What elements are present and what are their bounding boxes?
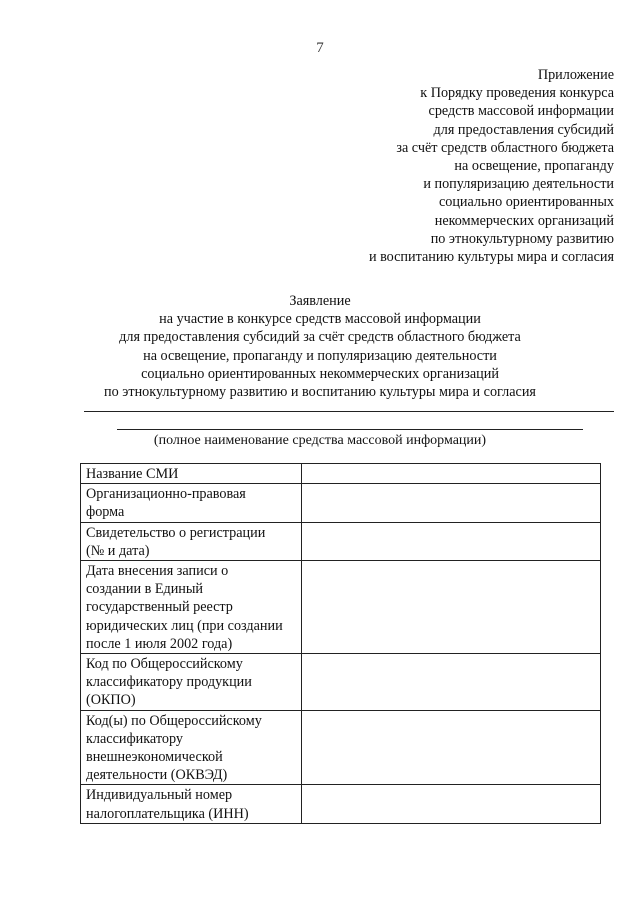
appendix-line: Приложение [537, 67, 614, 83]
label-line: государственный реестр [86, 599, 233, 616]
row-value-cell[interactable] [302, 654, 601, 711]
row-label [81, 561, 302, 654]
statement-line: по этнокультурному развитию и воспитанию культуры мира и согласия [104, 384, 536, 401]
table-row [81, 522, 601, 560]
statement-line: на освещение, пропаганду и популяризацию деятельности [143, 347, 497, 364]
statement-line: для предоставления субсидий за счёт средств областного бюджета [119, 329, 521, 346]
page-number: 7 [316, 40, 324, 56]
fill-in-line [84, 411, 614, 412]
label-line: внешнеэкономической [86, 749, 223, 766]
label-line: классификатору [86, 730, 183, 747]
info-table [80, 463, 601, 824]
fill-in-line [117, 429, 583, 430]
row-label [81, 710, 302, 785]
row-value-cell[interactable] [302, 464, 601, 484]
appendix-line: некоммерческих организаций [434, 212, 614, 229]
label-line: деятельности (ОКВЭД) [86, 767, 228, 784]
row-value-cell[interactable] [302, 785, 601, 823]
table-row [81, 484, 601, 522]
row-label [81, 484, 302, 522]
appendix-block [369, 66, 614, 266]
label-line: классификатору продукции [86, 674, 252, 691]
label-line: Код(ы) по Общероссийскому [86, 712, 262, 729]
label-line: форма [86, 504, 125, 521]
row-value-cell[interactable] [302, 522, 601, 560]
table-row [81, 464, 601, 484]
label-line: Индивидуальный номер [86, 787, 233, 804]
statement-line: на участие в конкурсе средств массовой информации [159, 311, 481, 328]
table-row [81, 710, 601, 785]
label-line: Организационно-правовая [86, 486, 246, 503]
appendix-line: средств массовой информации [428, 103, 614, 120]
row-label [81, 464, 302, 484]
label-line: Дата внесения записи о [86, 563, 229, 580]
appendix-line: и популяризацию деятельности [423, 176, 614, 193]
label-line: (ОКПО) [86, 692, 136, 709]
appendix-line: для предоставления субсидий [433, 121, 614, 138]
row-label [81, 522, 302, 560]
statement-title [0, 292, 640, 401]
label-line: Код по Общероссийскому [86, 656, 243, 673]
statement-line: социально ориентированных некоммерческих организаций [141, 365, 499, 382]
statement-heading: Заявление [289, 293, 351, 309]
row-label [81, 654, 302, 711]
table-row [81, 785, 601, 823]
row-value-cell[interactable] [302, 710, 601, 785]
label-line: Название СМИ [86, 466, 179, 482]
row-label [81, 785, 302, 823]
appendix-line: за счёт средств областного бюджета [396, 139, 614, 156]
label-line: налогоплательщика (ИНН) [86, 805, 249, 822]
table-row [81, 561, 601, 654]
label-line: (№ и дата) [86, 542, 150, 559]
label-line: после 1 июля 2002 года) [86, 635, 233, 652]
full-name-caption: (полное наименование средства массовой информации) [153, 433, 487, 448]
row-value-cell[interactable] [302, 561, 601, 654]
table-row [81, 654, 601, 711]
appendix-line: социально ориентированных [438, 194, 614, 211]
appendix-line: по этнокультурному развитию [430, 230, 614, 247]
label-line: Свидетельство о регистрации [86, 524, 266, 541]
appendix-line: к Порядку проведения конкурса [420, 85, 614, 102]
row-value-cell[interactable] [302, 484, 601, 522]
label-line: юридических лиц (при создании [86, 617, 283, 634]
label-line: создании в Единый [86, 581, 204, 598]
appendix-line: и воспитанию культуры мира и согласия [368, 249, 614, 266]
appendix-line: на освещение, пропаганду [454, 158, 614, 175]
